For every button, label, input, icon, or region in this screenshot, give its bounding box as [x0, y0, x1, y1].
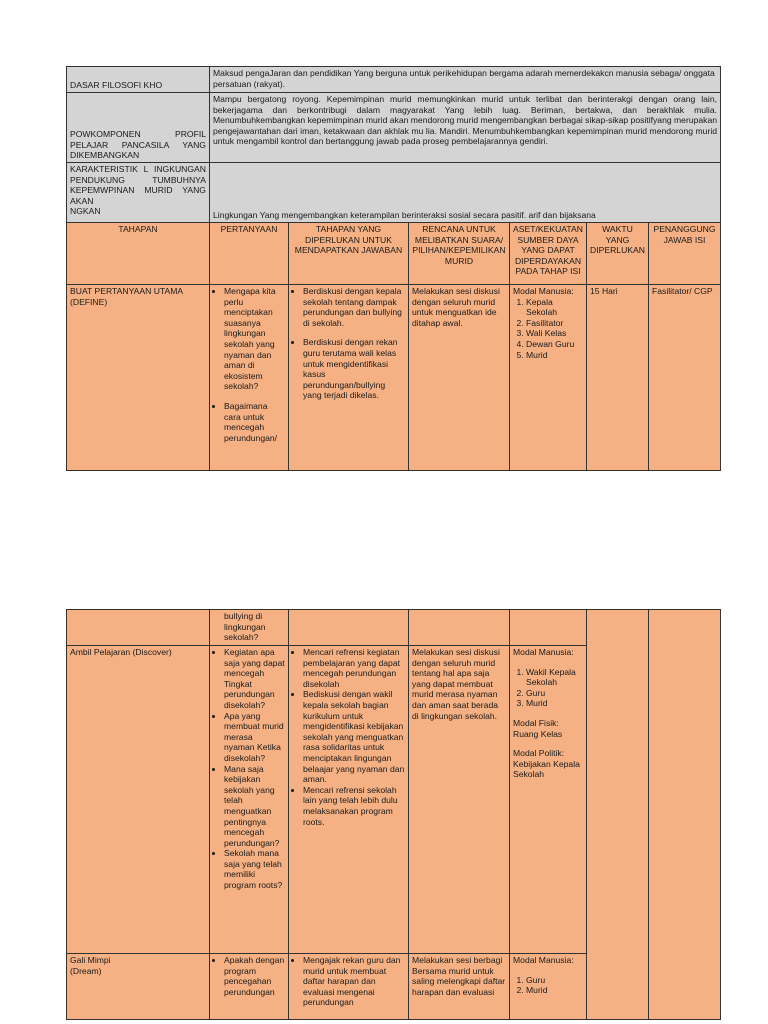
- cont-rencana: [409, 610, 510, 646]
- profil-pelajar-text: Mampu bergatong royong. Kepemimpinan murid memungkinkan murid untuk terlibat dan berinterakgi dengan orang lain, bekerjagama dan berkontribugi dalam magyarakat Yang lebih luag. Beriman, bertakwa, dan berakhlak mulia. Menumbuhkembangkan kepemimpinan murid akan mendorong murid mengembangkan berbagai sikap-sikap positifyang merupakan pengejawantahan dari iman, ketakwaan dan akhlak mu lia. Mandiri. Menumbuhkembangkan kepemimpinan murid mendorong murid untuk mengambil kontrol dan bertanggung jawab pada proseg pembelajarannya gendiri.: [210, 93, 721, 163]
- header-tahapan: TAHAPAN: [67, 223, 210, 285]
- list-item: 3. Wali Kelas: [526, 328, 583, 339]
- dream-langkah: [289, 954, 409, 1020]
- define-aset: [510, 285, 587, 471]
- aset-title: Modal Manusia:: [513, 647, 574, 657]
- dasar-filosofi-text: Maksud pengaJaran dan pendidikan Yang berguna untuk perikehidupan bergama adarah memerdekakcn manusia sebaga/ onggata persatuan (rakyat).: [210, 67, 721, 93]
- list-item: • Apakah dengan program pencegahan perundungan: [224, 955, 285, 997]
- list-item: • Mengapa kita perlu menciptakan suasanya lingkungan sekolah yang nyaman dan aman di ekosistem sekolah?: [224, 286, 285, 392]
- list-item: 2. Guru: [526, 688, 583, 699]
- list-item: 2. Fasilitator: [526, 318, 583, 329]
- aset-title: Modal Manusia:: [513, 955, 574, 965]
- list-item: 2. Murid: [526, 985, 583, 996]
- list-item: • Bediskusi dengan wakil kepala sekolah bagian kurikulum untuk mengidentifikasi kebijakan sekolah yang menguatkan rasa solidaritas untuk menciptakan lingungan belaajar yang nyaman dan aman.: [303, 689, 405, 784]
- cont-aset: [510, 610, 587, 646]
- header-pertanyaan: PERTANYAAN: [210, 223, 289, 285]
- politik-title: Modal Politik:: [513, 748, 565, 759]
- karakteristik-label: KARAKTERISTIK L INGKUNGAN PENDUKUNG TUMBUHNYA KEPEMWPINAN MURID YANG AKAN NGKAN: [67, 163, 210, 223]
- header-penanggung-jawab: PENANGGUNG JAWAB ISI: [649, 223, 721, 285]
- define-tahapan: BUAT PERTANYAAN UTAMA (DEFINE): [67, 285, 210, 471]
- discover-tahapan: Ambil Pelajaran (Discover): [67, 646, 210, 954]
- list-item: • Berdiskusi dengan kepala sekolah tentang dampak perundungan dan bullying di sekolah.: [303, 286, 405, 328]
- define-waktu: 15 Hari: [587, 285, 649, 471]
- page1-table: [66, 66, 721, 471]
- pj-merged: [649, 610, 721, 1020]
- dream-rencana: Melakukan sesi berbagi Bersama murid untuk saling melengkapi daftar harapan dan evaluasi: [409, 954, 510, 1020]
- list-item: • Bagaimana cara untuk mencegah perundungan/: [224, 401, 285, 443]
- dream-aset: [510, 954, 587, 1020]
- list-item: 1. Wakil Kepala Sekolah: [526, 667, 583, 688]
- list-item: • Apa yang membuat murid merasa nyaman Ketika disekolah?: [224, 711, 285, 764]
- header-tahapan-diperlukan: TAHAPAN YANG DIPERLUKAN UNTUK MENDAPATKAN JAWABAN: [289, 223, 409, 285]
- discover-aset: [510, 646, 587, 954]
- karakteristik-text: Lingkungan Yang mengembangkan keterampilan berinteraksi sosial secara pasitif. arif dan bijaksana: [210, 163, 721, 223]
- page2-table: [66, 609, 721, 1020]
- list-item: 5. Murid: [526, 350, 583, 361]
- list-item: • Kegiatan apa saja yang dapat mencegah Tingkat perundungan disekolah?: [224, 647, 285, 711]
- dasar-filosofi-label: DASAR FILOSOFI KHO: [67, 67, 210, 93]
- define-rencana: Melakukan sesi diskusi dengan seluruh murid untuk menguatkan ide ditahap awal.: [409, 285, 510, 471]
- header-waktu: WAKTU YANG DIPERLUKAN: [587, 223, 649, 285]
- dream-tahapan: Gali Mimpi (Dream): [67, 954, 210, 1020]
- list-item: 1. Guru: [526, 975, 583, 986]
- fisik-title: Modal Fisik:: [513, 717, 559, 728]
- list-item: • Mana saja kebijakan sekolah yang telah menguatkan pentingnya mencegah perundungan?: [224, 764, 285, 849]
- cont-pertanyaan: bullying di lingkungan sekolah?: [210, 610, 289, 646]
- list-item: • Sekolah mana saja yang telah memiliki program roots?: [224, 848, 285, 890]
- define-pj: Fasilitator/ CGP: [649, 285, 721, 471]
- cont-tahapan: [67, 610, 210, 646]
- discover-langkah: [289, 646, 409, 954]
- fisik-text: Ruang Kelas: [513, 728, 563, 739]
- aset-title: Modal Manusia:: [513, 286, 574, 296]
- waktu-merged: [587, 610, 649, 1020]
- list-item: 1. Kepala Sekolah: [526, 297, 583, 318]
- profil-pelajar-label: POWKOMPONEN PROFIL PELAJAR PANCASILA YANG DIKEMBANGKAN: [67, 93, 210, 163]
- define-langkah: [289, 285, 409, 471]
- politik-text: Kebijakan Kepala Sekolah: [513, 758, 580, 780]
- list-item: • Berdiskusi dengan rekan guru terutama wali kelas untuk mengidentifikasi kasus perundungan/bullying yang terjadi dikelas.: [303, 337, 405, 401]
- cont-langkah: [289, 610, 409, 646]
- discover-pertanyaan: [210, 646, 289, 954]
- list-item: • Mencari refrensi sekolah lain yang telah lebih dulu melaksanakan program roots.: [303, 785, 405, 827]
- define-pertanyaan: [210, 285, 289, 471]
- dream-pertanyaan: [210, 954, 289, 1020]
- header-aset: ASET/KEKUATAN SUMBER DAYA YANG DAPAT DIPERDAYAKAN PADA TAHAP ISI: [510, 223, 587, 285]
- list-item: • Mencari refrensi kegiatan pembelajaran yang dapat mencegah perundungan disekolah: [303, 647, 405, 689]
- list-item: 3. Murid: [526, 698, 583, 709]
- list-item: • Mengajak rekan guru dan murid untuk membuat daftar harapan dan evaluasi mengenai perundungan: [303, 955, 405, 1008]
- header-rencana: RENCANA UNTUK MELIBATKAN SUARA/ PILIHAN/KEPEMILIKAN MURID: [409, 223, 510, 285]
- discover-rencana: Melakukan sesi diskusi dengan seluruh murid tentang hal apa saja yang dapat membuat murid merasa nyaman dan aman saat berada di lingkungan sekolah.: [409, 646, 510, 954]
- list-item: 4. Dewan Guru: [526, 339, 583, 350]
